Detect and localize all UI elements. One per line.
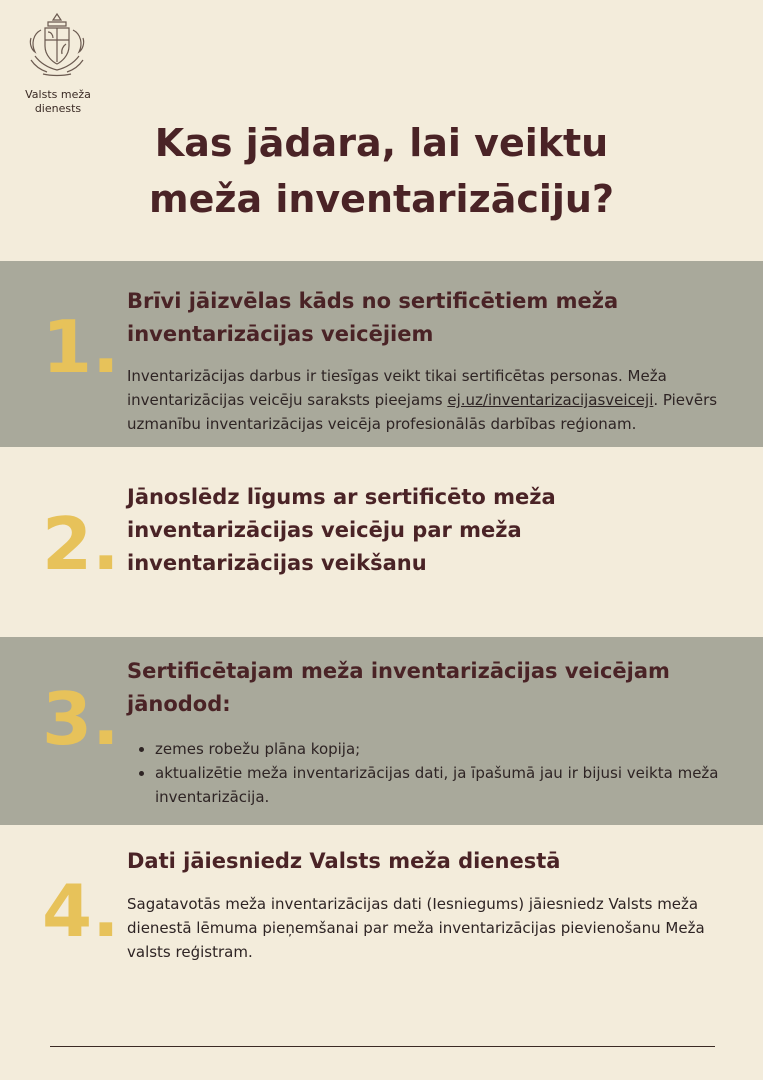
step-heading: Dati jāiesniedz Valsts meža dienestā	[127, 849, 561, 873]
coat-of-arms-icon	[21, 10, 93, 82]
step-number: 3.	[42, 677, 120, 761]
requirements-list	[127, 737, 723, 809]
step-2-section	[0, 447, 763, 637]
step-number: 1.	[42, 305, 120, 389]
step-heading: Jānoslēdz līgums ar sertificēto meža inventarizācijas veicēju par meža inventarizācijas veikšanu	[127, 485, 556, 575]
footer-divider	[50, 1046, 715, 1047]
step-description	[127, 364, 723, 436]
logo	[18, 10, 96, 116]
page-title: Kas jādara, lai veiktu meža inventarizāciju?	[148, 121, 615, 221]
step-4-section	[0, 825, 763, 1025]
step-3-section	[0, 637, 763, 825]
list-item: • zemes robežu plāna kopija;	[155, 737, 723, 761]
step-text-before: Inventarizācijas darbus ir tiesīgas veikt tikai sertificētas personas. Meža inventarizācijas veicēju saraksts pieejams	[127, 367, 667, 409]
step-number: 2.	[42, 502, 120, 586]
step-number: 4.	[42, 869, 120, 953]
inventory-list-link[interactable]: ej.uz/inventarizacijasveiceji	[447, 391, 654, 409]
step-text-after: . Pievērs uzmanību inventarizācijas veicēja profesionālās darbības reģionam.	[127, 391, 718, 433]
step-heading: Sertificētajam meža inventarizācijas veicējam jānodod:	[127, 659, 670, 716]
step-1-section	[0, 261, 763, 447]
step-heading: Brīvi jāizvēlas kāds no sertificētiem meža inventarizācijas veicējiem	[127, 289, 619, 346]
org-name: Valsts meža dienests	[25, 88, 91, 115]
list-item: • aktualizētie meža inventarizācijas dati, ja īpašumā jau ir bijusi veikta meža inventarizācija.	[155, 761, 723, 809]
step-description: Sagatavotās meža inventarizācijas dati (Iesniegums) jāiesniedz Valsts meža dienestā lēmuma pieņemšanai par meža inventarizācijas pievienošanu Meža valsts reģistram.	[127, 895, 705, 961]
